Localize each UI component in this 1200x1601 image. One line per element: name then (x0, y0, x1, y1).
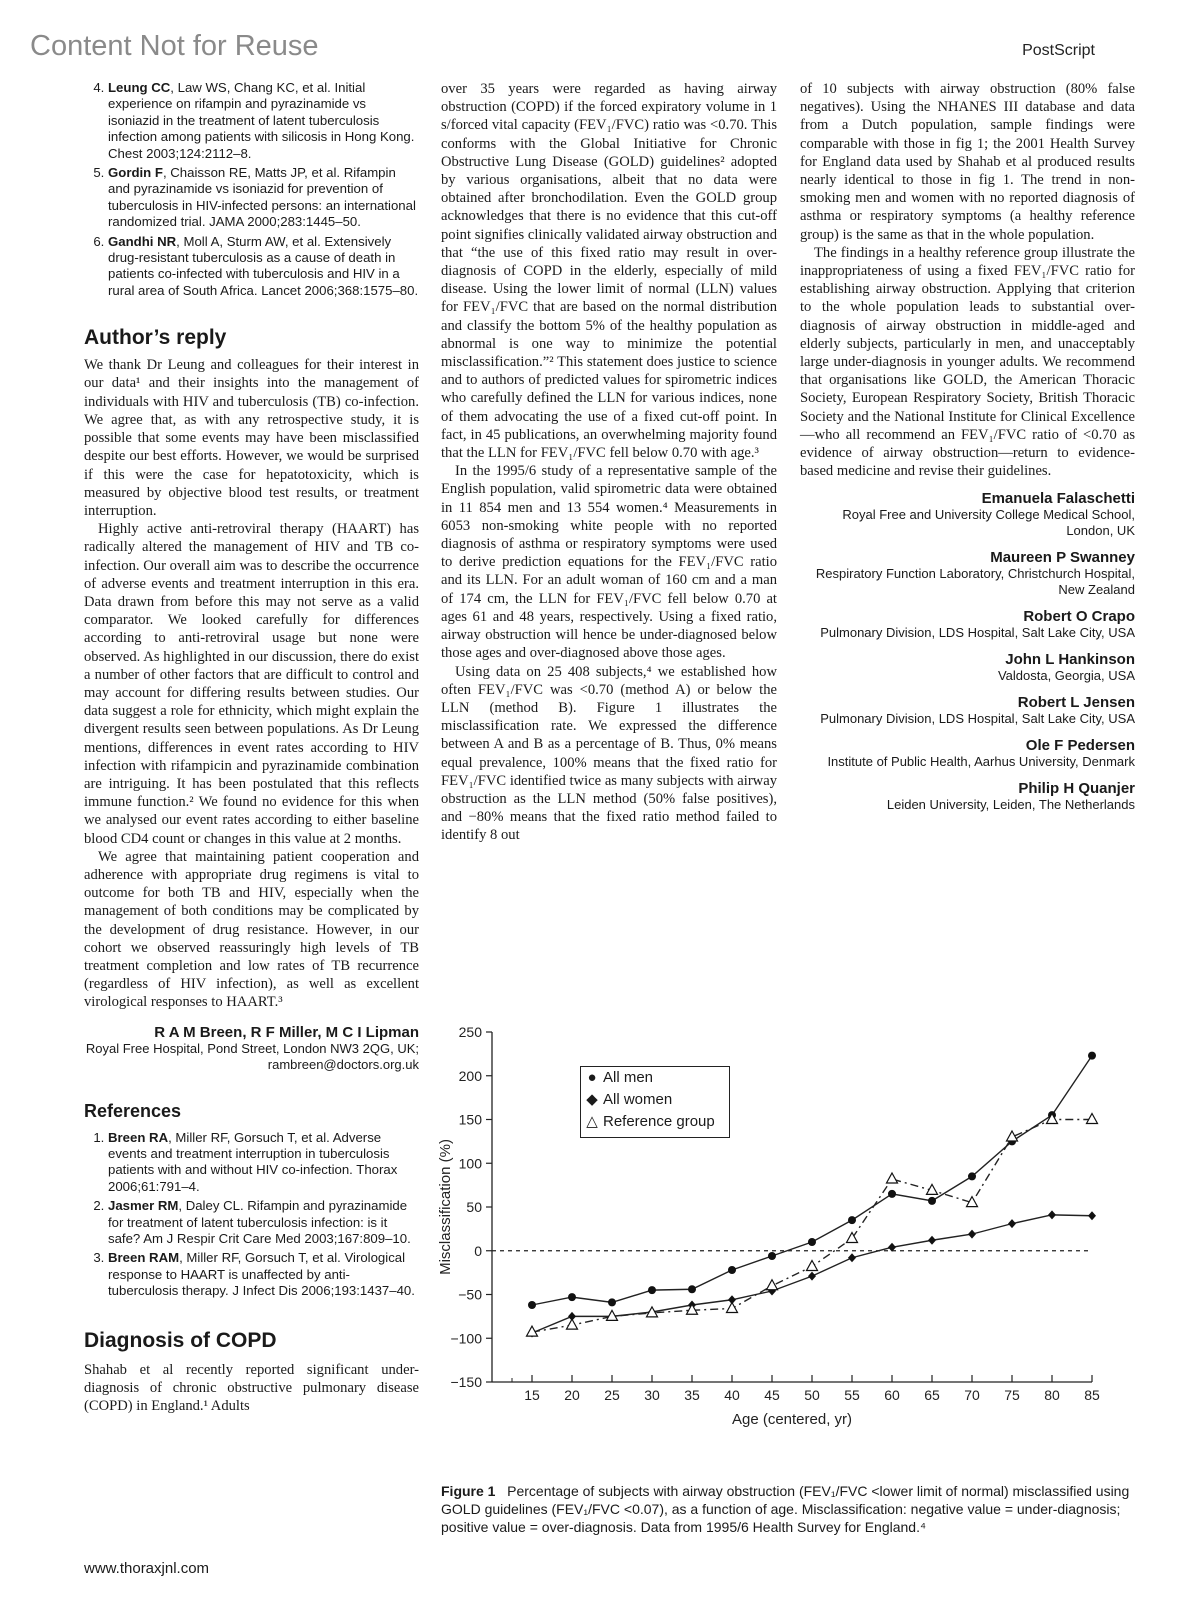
y-tick-label: −100 (450, 1330, 482, 1347)
y-axis-label: Misclassification (%) (437, 1139, 454, 1275)
reference-item (108, 1198, 419, 1247)
legend-label: Reference group (603, 1113, 715, 1130)
authors-reply-body (84, 356, 419, 1011)
data-point-men (808, 1238, 816, 1246)
y-tick-label: 250 (458, 1024, 482, 1040)
signatories (800, 490, 1135, 813)
data-point-reference (1087, 1114, 1098, 1124)
data-point-women (968, 1230, 976, 1239)
x-tick-label: 25 (604, 1387, 620, 1403)
data-point-men (528, 1301, 536, 1309)
data-point-reference (767, 1280, 778, 1290)
reference-item (108, 1250, 419, 1299)
reference-item (108, 165, 419, 231)
signatory-name: Philip H Quanjer (1018, 780, 1135, 798)
legend-item-women (581, 1089, 729, 1111)
signatory-affiliation: Royal Free and University College Medical School, London, UK (842, 507, 1135, 539)
reference-item (108, 1130, 419, 1196)
y-tick-label: 200 (458, 1067, 482, 1084)
signatory-affiliation: Institute of Public Health, Aarhus University, Denmark (827, 754, 1135, 770)
middle-column (441, 80, 777, 845)
caption-text: Percentage of subjects with airway obstruction (FEV₁/FVC <lower limit of normal) misclassified using GOLD guidelines (FEV₁/FVC <0.07), as a function of age. Misclassification: negative value = under-diagnosis; positive value = over-diagnosis. Data from 1995/6 Health Survey for England.⁴ (441, 1483, 1130, 1535)
x-tick-label: 85 (1084, 1387, 1100, 1403)
y-tick-label: −150 (450, 1374, 482, 1390)
x-tick-label: 40 (724, 1387, 740, 1403)
copd-paragraph: Using data on 25 408 subjects,⁴ we established how often FEV₁/FVC was <0.70 (method A) or below the LLN (method B). Figure 1 illustrates the misclassification rate. We expressed the difference between A and B as a percentage of B. Thus, 0% means equal prevalence, 100% means that the fixed ratio for FEV₁/FVC identified twice as many subjects with airway obstruction as the LLN method (50% false positives), and −80% means that the fixed ratio method failed to identify 8 out (441, 663, 777, 844)
signatory-affiliation: Valdosta, Georgia, USA (997, 668, 1135, 684)
reference-item (108, 80, 419, 162)
reference-text: , Moll A, Sturm AW, et al. Extensively drug-resistant tuberculosis as a cause of death in patients co-infected with tuberculosis and HIV in a rural area of South Africa. Lancet 2006;368:1575–80. (108, 233, 419, 298)
x-tick-label: 80 (1044, 1387, 1060, 1403)
chart-legend (580, 1066, 730, 1138)
data-point-women (1008, 1219, 1016, 1228)
x-tick-label: 45 (764, 1387, 780, 1403)
reference-author: Breen RA (108, 1129, 169, 1145)
authors-reply-paragraph: We agree that maintaining patient cooperation and adherence with appropriate drug regimens is vital to outcome for both TB and HIV, especially when the management of both conditions may be complicated by the development of drug resistance. However, in our cohort we observed reassuringly high levels of TB treatment completion and low rates of TB recurrence (regardless of HIV infection), as well as excellent virological responses to HAART.³ (84, 848, 419, 1011)
circle-marker-icon: ● (587, 1069, 597, 1086)
data-point-reference (887, 1173, 898, 1183)
reference-author: Gordin F (108, 165, 163, 181)
figure-1 (437, 1024, 1140, 1450)
y-tick-label: 50 (466, 1199, 482, 1215)
right-column (800, 80, 1135, 813)
data-point-men (568, 1293, 576, 1301)
copd-intro (84, 1361, 419, 1416)
x-tick-label: 35 (684, 1387, 700, 1403)
copd-paragraph: of 10 subjects with airway obstruction (80% false negatives). Using the NHANES III database and data from a Dutch population, sample findings were comparable with those in fig 1; the 2001 Health Survey for England data used by Shahab et al produced results nearly identical to those in fig 1. The trend in non-smoking men and women with no reported diagnosis of asthma or respiratory symptoms (a healthy reference group) is the same as that in the whole population. (800, 81, 1135, 243)
signatory-affiliation: Pulmonary Division, LDS Hospital, Salt Lake City, USA (820, 711, 1135, 727)
copd-intro-paragraph: Shahab et al recently reported significant under-diagnosis of chronic obstructive pulmonary disease (COPD) in England.¹ Adults (84, 1361, 419, 1415)
reference-text: , Miller RF, Gorsuch T, et al. Adverse events and treatment interruption in tuberculosis patients with and without HIV co-infection. Thorax 2006;61:791–4. (108, 1129, 398, 1194)
data-point-men (648, 1286, 656, 1294)
reference-author: Breen RAM (108, 1250, 180, 1266)
data-point-men (928, 1197, 936, 1205)
references-continued-list (84, 80, 419, 299)
footer-url: www.thoraxjnl.com (84, 1560, 210, 1577)
data-point-women (848, 1253, 856, 1262)
reference-text: , Law WS, Chang KC, et al. Initial experience on rifampin and pyrazinamide vs isoniazid in the treatment of latent tuberculosis infection among patients with silicosis in Hong Kong. Chest 2003;124:2112–8. (108, 80, 415, 161)
data-point-reference (807, 1261, 818, 1271)
authors-reply-paragraph: We thank Dr Leung and colleagues for their interest in our data¹ and their insights into the management of individuals with HIV and tuberculosis (TB) co-infection. We agree that, as with any retrospective study, it is possible that some events may have been misclassified despite our best efforts. However, we would be surprised if this were the case for hepatotoxicity, which is measured by objective blood test results, or treatment interruption. (84, 357, 419, 519)
y-tick-label: 100 (458, 1155, 482, 1172)
data-point-reference (727, 1303, 738, 1313)
signatory-name: Maureen P Swanney (990, 549, 1135, 567)
copd-paragraph: In the 1995/6 study of a representative sample of the English population, valid spirometric data were obtained in 11 854 men and 13 554 women.⁴ Measurements in 6053 non-smoking white people with no reported diagnosis of asthma or respiratory symptoms were used to derive prediction equations for the FEV₁/FVC ratio and its LLN. For an adult woman of 160 cm and a man of 174 cm, the LLN for FEV₁/FVC fell below 0.70 at ages 61 and 48 years, respectively. Using a fixed ratio, airway obstruction will hence be under-diagnosed below those ages and over-diagnosed above those ages. (441, 463, 777, 662)
data-point-men (848, 1216, 856, 1224)
authors-reply-heading: Author’s reply (84, 326, 227, 350)
data-point-women (808, 1272, 816, 1281)
data-point-women (1048, 1210, 1056, 1219)
authors-reply-paragraph: Highly active anti-retroviral therapy (HAART) has radically altered the management of HIV and TB co-infection. Our overall aim was to describe the occurrence of adverse events and treatment interruption in this era. Data drawn from before this may not serve as a valid comparator. We looked carefully for differences according to anti-retroviral usage but none were observed. As highlighted in our discussion, there do exist a number of other factors that are difficult to control and may account for differing results between studies. Our data suggest a role for ethnicity, which might explain the divergent results seen between populations. As Dr Leung mentions, differences in event rates according to HIV infection with rifampicin and pyrazinamide combination are intriguing. It has been postulated that this reflects immune function.² We found no evidence for this when we analysed our event rates according to either baseline blood CD4 count or changes in this value at 2 months. (84, 521, 419, 847)
copd-paragraph: The findings in a healthy reference group illustrate the inappropriateness of using a fixed FEV₁/FVC ratio for establishing airway obstruction. Applying that criterion to the whole population leads to substantial over-diagnosis of airway obstruction in middle-aged and elderly subjects, particularly in men, and unacceptably large under-diagnosis in younger adults. We recommend that organisations like GOLD, the American Thoracic Society, European Respiratory Society, British Thoracic Society and the National Institute for Clinical Excellence—who all recommend an FEV₁/FVC ratio of <0.70 as evidence of airway obstruction—return to evidence-based medicine and revise their guidelines. (800, 244, 1135, 480)
caption-label: Figure 1 (441, 1483, 496, 1499)
reply-affiliation: Royal Free Hospital, Pond Street, London NW3 2QG, UK; rambreen@doctors.org.uk (85, 1040, 419, 1072)
x-tick-label: 30 (644, 1387, 660, 1403)
data-point-reference (567, 1319, 578, 1329)
x-tick-label: 60 (884, 1387, 900, 1403)
x-tick-label: 55 (844, 1387, 860, 1403)
y-tick-label: −50 (458, 1286, 482, 1303)
copd-paragraph: over 35 years were regarded as having airway obstruction (COPD) if the forced expiratory volume in 1 s/forced vital capacity (FEV₁/FVC) ratio was <0.70. This conforms with the Global Initiative for Chronic Obstructive Lung Disease (GOLD) guidelines² adopted by various organisations, albeit that no data were obtained after bronchodilation. Even the GOLD group acknowledges that there is no evidence that this cut-off point signifies clinically validated airway obstruction and that “the use of this fixed ratio may result in over-diagnosis of COPD in the elderly, especially of mild disease. Using the lower limit of normal (LLN) values for FEV₁/FVC that are based on the normal distribution and classify the bottom 5% of the healthy population as abnormal is one way to minimize the potential misclassification.”² This statement does justice to science and to authors of predicted values for spirometric indices who carefully defined the LLN for various indices, none of them advocating the use of a fixed cut-off point. In fact, in 45 publications, an overwhelming majority found that the LLN for FEV₁/FVC fell below 0.70 with age.³ (441, 81, 777, 462)
data-point-men (888, 1190, 896, 1198)
x-tick-label: 75 (1004, 1387, 1020, 1403)
x-tick-label: 65 (924, 1387, 940, 1403)
legend-label: All women (603, 1091, 673, 1108)
reference-text: , Chaisson RE, Matts JP, et al. Rifampin and pyrazinamide vs isoniazid for prevention of tuberculosis in HIV-infected persons: an international randomized trial. JAMA 2000;283:1445–50. (108, 165, 416, 230)
series-line-2 (532, 1120, 1092, 1333)
left-column (84, 80, 419, 1415)
legend-item-men (581, 1067, 729, 1089)
reference-author: Gandhi NR (108, 233, 177, 249)
data-point-men (768, 1252, 776, 1260)
references-list (84, 1130, 419, 1300)
reference-item (108, 234, 419, 300)
running-head: PostScript (1022, 42, 1095, 59)
reference-text: , Miller RF, Gorsuch T, et al. Virological response to HAART is unaffected by anti-tuberculosis therapy. J Infect Dis 2006;193:1437–40. (108, 1250, 415, 1299)
reference-text: , Daley CL. Rifampin and pyrazinamide for treatment of latent tuberculosis infection: is it safe? Am J Respir Crit Care Med 2003;167:809–10. (108, 1198, 411, 1247)
reference-author: Jasmer RM (108, 1198, 179, 1214)
figure-caption (441, 1482, 1131, 1536)
signatory-name: Robert L Jensen (1017, 694, 1135, 712)
references (84, 1130, 419, 1300)
data-point-men (1088, 1052, 1096, 1060)
reply-signature: R A M Breen, R F Miller, M C I Lipman (154, 1023, 419, 1041)
data-point-women (928, 1236, 936, 1245)
x-axis-label: Age (centered, yr) (731, 1411, 853, 1428)
x-tick-label: 70 (964, 1387, 980, 1403)
legend-item-reference (581, 1111, 729, 1133)
x-tick-label: 15 (524, 1387, 540, 1403)
signatory-affiliation: Pulmonary Division, LDS Hospital, Salt Lake City, USA (820, 625, 1135, 641)
data-point-men (728, 1266, 736, 1274)
misclassification-chart (437, 1024, 1140, 1450)
legend-label: All men (603, 1069, 654, 1086)
y-tick-label: 150 (458, 1111, 482, 1128)
references-continued (84, 80, 419, 299)
x-tick-label: 20 (564, 1387, 580, 1403)
signatory-name: John L Hankinson (1005, 651, 1135, 669)
data-point-men (688, 1285, 696, 1293)
signatory-name: Emanuela Falaschetti (981, 490, 1135, 508)
signatory-affiliation: Respiratory Function Laboratory, Christchurch Hospital, New Zealand (815, 566, 1135, 598)
y-tick-label: 0 (474, 1242, 482, 1259)
triangle-marker-icon: △ (586, 1113, 598, 1130)
copd-heading: Diagnosis of COPD (84, 1328, 277, 1352)
references-heading: References (84, 1100, 182, 1121)
diamond-marker-icon: ◆ (586, 1091, 598, 1108)
signatory-name: Ole F Pedersen (1025, 737, 1135, 755)
signatory-name: Robert O Crapo (1023, 608, 1135, 626)
copd-right-body (800, 80, 1135, 480)
signatory-affiliation: Leiden University, Leiden, The Netherlands (886, 797, 1135, 813)
data-point-women (1088, 1211, 1096, 1220)
reference-author: Leung CC (108, 80, 171, 95)
watermark: Content Not for Reuse (30, 30, 319, 62)
data-point-men (968, 1172, 976, 1180)
data-point-men (608, 1298, 616, 1306)
x-tick-label: 50 (804, 1387, 820, 1403)
